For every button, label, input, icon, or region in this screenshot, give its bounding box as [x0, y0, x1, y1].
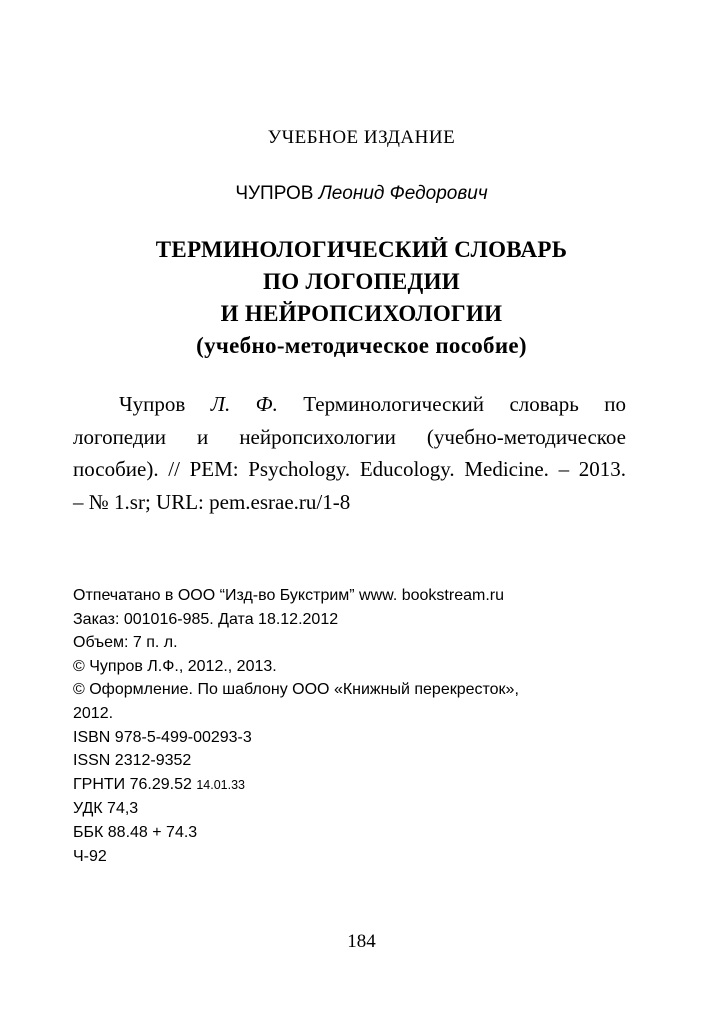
copyright-author-line: © Чупров Л.Ф., 2012., 2013.: [73, 657, 277, 675]
book-subtitle: (учебно-методическое пособие): [196, 333, 527, 358]
bbk-line: ББК 88.48 + 74.3: [73, 823, 198, 841]
title-line-1: ТЕРМИНОЛОГИЧЕСКИЙ СЛОВАРЬ: [155, 237, 568, 262]
issn-line: ISSN 2312-9352: [73, 752, 192, 770]
copyright-design-line-1: © Оформление. По шаблону ООО «Книжный перекресток»,: [73, 681, 519, 699]
volume-line: Объем: 7 п. л.: [73, 634, 178, 652]
grnti-code: ГРНТИ 76.29.52: [73, 775, 192, 793]
author-name: [0, 183, 723, 205]
author-surname: ЧУПРОВ: [235, 183, 314, 204]
copyright-design-line-2: 2012.: [73, 704, 114, 722]
book-title: [0, 234, 723, 362]
printed-by-line: Отпечатано в ООО “Изд-во Букстрим” www. bookstream.ru: [73, 587, 504, 604]
author-given-name: Леонид Федорович: [318, 183, 488, 204]
citation-initials: Л. Ф.: [210, 392, 278, 416]
citation-title-start: Терминологический словарь по: [303, 392, 626, 416]
imprint-block: [73, 584, 633, 868]
page-number: 184: [347, 931, 376, 952]
citation-line-1: [73, 388, 626, 421]
order-line: Заказ: 001016-985. Дата 18.12.2012: [73, 610, 339, 628]
citation-line-2: логопедии и нейропсихологии (учебно-методическое: [73, 424, 626, 449]
title-line-3: И НЕЙРОПСИХОЛОГИИ: [220, 301, 503, 326]
title-line-2: ПО ЛОГОПЕДИИ: [263, 269, 460, 294]
citation-line-3: пособие). // PEM: Psychology. Educology. Medicine. – 2013.: [73, 457, 626, 481]
isbn-line: ISBN 978-5-499-00293-3: [73, 728, 252, 746]
grnti-extra-code: 14.01.33: [196, 777, 246, 792]
citation-paragraph: [73, 388, 626, 518]
citation-line-4: – № 1.sr; URL: pem.esrae.ru/1-8: [73, 489, 351, 514]
author-code-line: Ч-92: [73, 847, 107, 865]
udk-line: УДК 74,3: [73, 800, 139, 818]
citation-author: Чупров: [119, 392, 186, 416]
grnti-line: [73, 773, 633, 798]
edition-label: УЧЕБНОЕ ИЗДАНИЕ: [267, 127, 456, 148]
